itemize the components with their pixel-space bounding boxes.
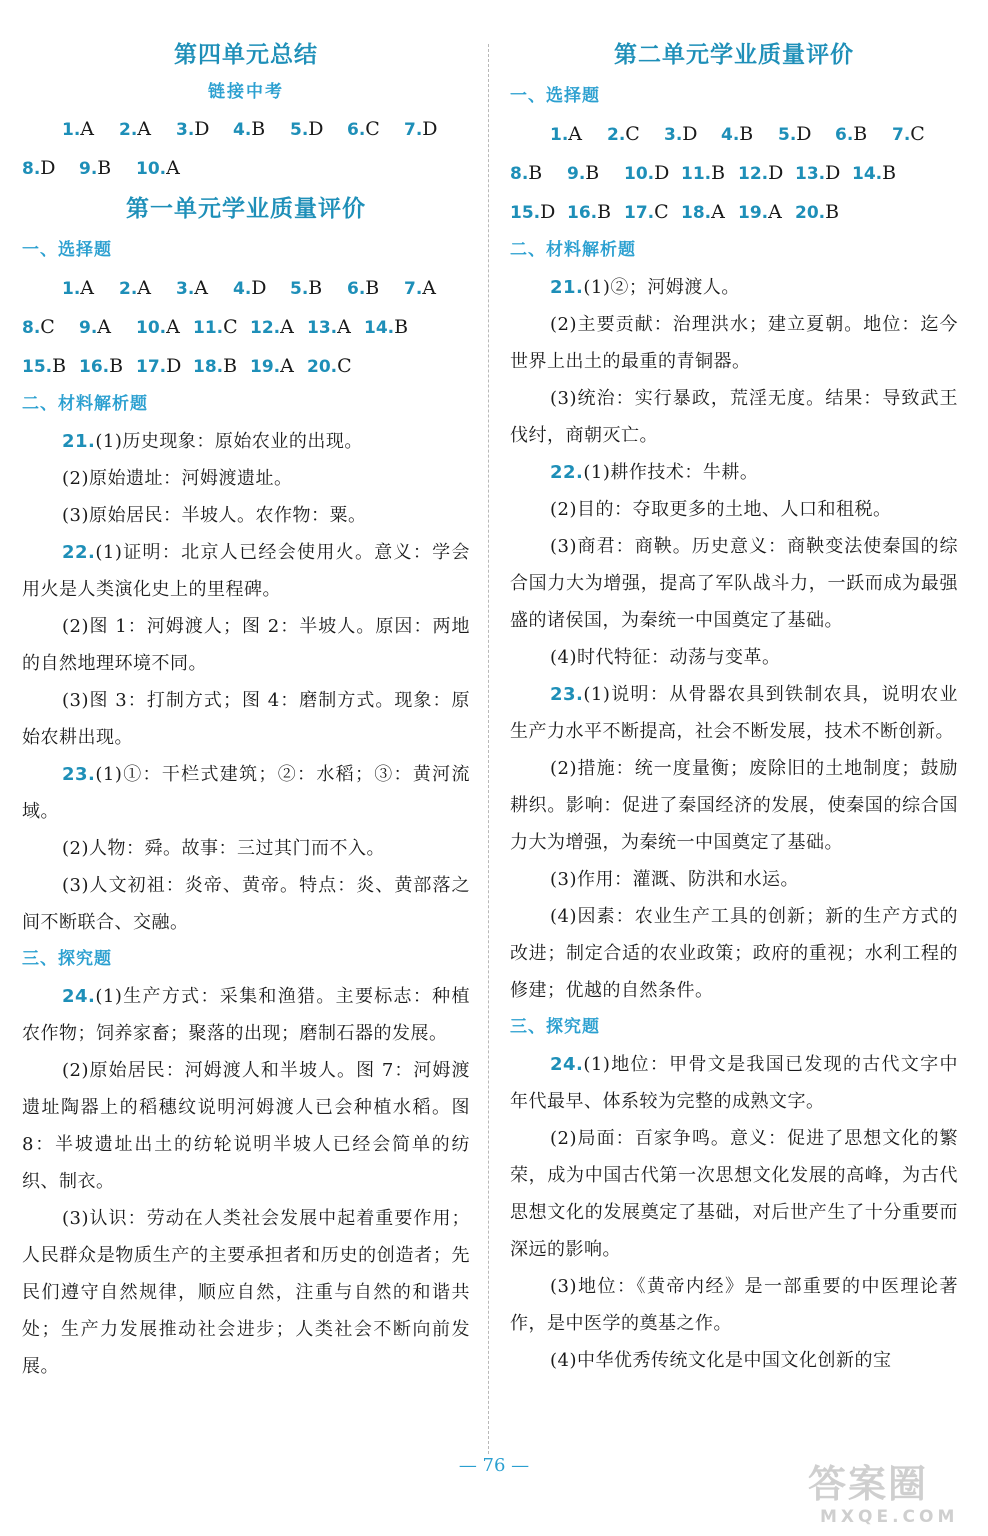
answer-item bbox=[567, 154, 624, 193]
answer-text: (2)主要贡献：治理洪水；建立夏朝。地位：迄今世界上出土的最重的青铜器。 bbox=[510, 314, 958, 372]
answer-letter: B bbox=[585, 162, 600, 184]
unit1-evaluation-title: 第一单元学业质量评价 bbox=[126, 195, 366, 222]
answer-text: (4)因素：农业生产工具的创新；新的生产方式的改进；制定合适的农业政策；政府的重视；水利工程的修建；优越的自然条件。 bbox=[510, 906, 958, 1001]
question-number: 3. bbox=[176, 279, 195, 299]
answer-text: (1)说明：从骨器农具到铁制农具，说明农业生产力水平不断提高，社会不断发展，技术不断创新。 bbox=[510, 684, 958, 742]
answer-letter: A bbox=[194, 277, 209, 299]
answer-letter: B bbox=[97, 157, 112, 179]
question-number: 4. bbox=[233, 279, 252, 299]
question-number: 17. bbox=[624, 203, 655, 223]
question-number: 4. bbox=[233, 120, 252, 140]
answer-paragraph bbox=[510, 1268, 958, 1342]
answer-text: (3)作用：灌溉、防洪和水运。 bbox=[550, 869, 799, 890]
answer-item bbox=[681, 154, 738, 193]
question-number: 9. bbox=[79, 159, 98, 179]
answer-item bbox=[795, 154, 852, 193]
answer-text: (3)统治：实行暴政，荒淫无度。结果：导致武王伐纣，商朝灭亡。 bbox=[510, 388, 958, 446]
watermark-logo bbox=[808, 1462, 978, 1534]
answer-item bbox=[624, 154, 681, 193]
answer-paragraph bbox=[22, 978, 470, 1052]
unit4-summary-title: 第四单元总结 bbox=[174, 41, 318, 68]
answer-text: (3)商君：商鞅。历史意义：商鞅变法使秦国的综合国力大为增强，提高了军队战斗力，一跃而成为最强盛的诸侯国，为秦统一中国奠定了基础。 bbox=[510, 536, 958, 631]
answer-text: (4)中华优秀传统文化是中国文化创新的宝 bbox=[550, 1350, 892, 1371]
question-number: 19. bbox=[250, 357, 281, 377]
answer-item bbox=[510, 193, 567, 232]
left-section-material: 二、材料解析题 bbox=[22, 394, 148, 414]
answer-item bbox=[250, 308, 307, 347]
answer-paragraph bbox=[22, 756, 470, 830]
question-number: 2. bbox=[607, 125, 626, 145]
answer-letter: D bbox=[654, 162, 670, 184]
question-number: 7. bbox=[404, 279, 423, 299]
question-number: 7. bbox=[892, 125, 911, 145]
answer-letter: D bbox=[308, 118, 324, 140]
answer-item bbox=[307, 347, 364, 386]
answer-paragraph bbox=[510, 306, 958, 380]
answer-paragraph bbox=[510, 491, 958, 528]
question-number: 9. bbox=[567, 164, 586, 184]
answer-text: (2)人物：舜。故事：三过其门而不入。 bbox=[62, 838, 385, 859]
link-exam-subtitle: 链接中考 bbox=[208, 82, 284, 102]
answer-text: (2)目的：夺取更多的土地、人口和租税。 bbox=[550, 499, 892, 520]
answer-letter: B bbox=[825, 201, 840, 223]
question-number: 6. bbox=[835, 125, 854, 145]
watermark-domain: MXQE.COM bbox=[820, 1507, 959, 1527]
answer-letter: C bbox=[337, 355, 352, 377]
right-section-material: 二、材料解析题 bbox=[510, 240, 636, 260]
question-number: 2. bbox=[119, 279, 138, 299]
answer-letter: B bbox=[308, 277, 323, 299]
answer-item bbox=[404, 110, 461, 149]
answer-row bbox=[510, 115, 958, 154]
question-number: 17. bbox=[136, 357, 167, 377]
answer-item bbox=[347, 269, 404, 308]
answer-paragraph bbox=[22, 608, 470, 682]
answer-row bbox=[510, 154, 958, 193]
answer-item bbox=[193, 308, 250, 347]
question-number: 22. bbox=[550, 462, 584, 483]
answer-paragraph bbox=[510, 750, 958, 861]
answer-text: (1)耕作技术：牛耕。 bbox=[583, 462, 759, 483]
answer-item bbox=[624, 193, 681, 232]
answer-paragraph bbox=[510, 1120, 958, 1268]
answer-letter: B bbox=[739, 123, 754, 145]
answer-item bbox=[738, 154, 795, 193]
answer-letter: D bbox=[194, 118, 210, 140]
answer-item bbox=[567, 193, 624, 232]
watermark-text: 答案圈 bbox=[808, 1462, 929, 1506]
answer-letter: B bbox=[597, 201, 612, 223]
question-number: 15. bbox=[510, 203, 541, 223]
left-section-choice: 一、选择题 bbox=[22, 240, 112, 260]
answer-letter: D bbox=[251, 277, 267, 299]
answer-item bbox=[510, 154, 567, 193]
answer-item bbox=[795, 193, 852, 232]
answer-item bbox=[835, 115, 892, 154]
answer-item bbox=[364, 308, 421, 347]
answer-item bbox=[250, 347, 307, 386]
answer-letter: C bbox=[910, 123, 925, 145]
question-number: 20. bbox=[795, 203, 826, 223]
answer-letter: A bbox=[768, 201, 782, 223]
unit2-inquiry-answers bbox=[510, 1046, 958, 1379]
question-number: 12. bbox=[250, 318, 281, 338]
answer-text: (1)②；河姆渡人。 bbox=[583, 277, 740, 298]
answer-item bbox=[233, 110, 290, 149]
answer-paragraph bbox=[510, 269, 958, 306]
answer-item bbox=[681, 193, 738, 232]
answer-letter: A bbox=[97, 316, 112, 338]
answer-letter: A bbox=[422, 277, 437, 299]
question-number: 24. bbox=[62, 986, 96, 1007]
unit1-inquiry-answers bbox=[22, 978, 470, 1385]
answer-row bbox=[22, 149, 470, 188]
question-number: 3. bbox=[664, 125, 683, 145]
answer-letter: A bbox=[166, 316, 180, 338]
answer-letter: D bbox=[825, 162, 841, 184]
answer-row bbox=[22, 308, 470, 347]
question-number: 6. bbox=[347, 279, 366, 299]
answer-item bbox=[136, 347, 193, 386]
answer-paragraph bbox=[22, 1052, 470, 1200]
answer-text: (1)①：干栏式建筑；②：水稻；③：黄河流域。 bbox=[22, 764, 470, 822]
question-number: 21. bbox=[62, 431, 96, 452]
question-number: 8. bbox=[22, 318, 41, 338]
answer-row bbox=[22, 347, 470, 386]
question-number: 1. bbox=[550, 125, 569, 145]
question-number: 13. bbox=[307, 318, 338, 338]
answer-row bbox=[22, 110, 470, 149]
question-number: 20. bbox=[307, 357, 338, 377]
question-number: 16. bbox=[567, 203, 598, 223]
answer-text: (2)原始遗址：河姆渡遗址。 bbox=[62, 468, 293, 489]
answer-item bbox=[79, 308, 136, 347]
answer-paragraph bbox=[510, 676, 958, 750]
answer-text: (2)措施：统一度量衡；废除旧的土地制度；鼓励耕织。影响：促进了秦国经济的发展，使秦国的综合国力大为增强，为秦统一中国奠定了基础。 bbox=[510, 758, 958, 853]
unit4-answer-grid bbox=[22, 110, 470, 188]
answer-paragraph bbox=[22, 534, 470, 608]
answer-item bbox=[119, 110, 176, 149]
answer-item bbox=[176, 269, 233, 308]
answer-letter: B bbox=[853, 123, 868, 145]
answer-item bbox=[347, 110, 404, 149]
answer-item bbox=[607, 115, 664, 154]
answer-letter: B bbox=[394, 316, 409, 338]
question-number: 21. bbox=[550, 277, 584, 298]
answer-letter: B bbox=[223, 355, 238, 377]
question-number: 5. bbox=[290, 120, 309, 140]
answer-item bbox=[290, 110, 347, 149]
question-number: 12. bbox=[738, 164, 769, 184]
right-column bbox=[510, 38, 958, 1379]
question-number: 19. bbox=[738, 203, 769, 223]
question-number: 18. bbox=[681, 203, 712, 223]
question-number: 8. bbox=[22, 159, 41, 179]
answer-text: (3)图 3：打制方式；图 4：磨制方式。现象：原始农耕出现。 bbox=[22, 690, 470, 748]
answer-letter: A bbox=[137, 118, 152, 140]
question-number: 16. bbox=[79, 357, 110, 377]
question-number: 13. bbox=[795, 164, 826, 184]
question-number: 1. bbox=[62, 279, 81, 299]
answer-item bbox=[233, 269, 290, 308]
answer-letter: A bbox=[337, 316, 351, 338]
answer-item bbox=[290, 269, 347, 308]
answer-letter: B bbox=[882, 162, 897, 184]
question-number: 10. bbox=[136, 159, 167, 179]
answer-letter: B bbox=[251, 118, 266, 140]
answer-letter: B bbox=[365, 277, 380, 299]
answer-text: (1)生产方式：采集和渔猎。主要标志：种植农作物；饲养家畜；聚落的出现；磨制石器的发展。 bbox=[22, 986, 470, 1044]
answer-letter: A bbox=[568, 123, 583, 145]
answer-item bbox=[79, 347, 136, 386]
answer-item bbox=[738, 193, 795, 232]
question-number: 1. bbox=[62, 120, 81, 140]
answer-letter: C bbox=[223, 316, 238, 338]
answer-item bbox=[62, 110, 119, 149]
answer-letter: D bbox=[40, 157, 56, 179]
answer-letter: C bbox=[40, 316, 55, 338]
answer-item bbox=[892, 115, 949, 154]
answer-row bbox=[22, 269, 470, 308]
answer-letter: A bbox=[137, 277, 152, 299]
answer-text: (2)图 1：河姆渡人；图 2：半坡人。原因：两地的自然地理环境不同。 bbox=[22, 616, 470, 674]
answer-text: (4)时代特征：动荡与变革。 bbox=[550, 647, 781, 668]
answer-letter: D bbox=[682, 123, 698, 145]
answer-paragraph bbox=[510, 898, 958, 1009]
answer-item bbox=[136, 308, 193, 347]
question-number: 6. bbox=[347, 120, 366, 140]
question-number: 11. bbox=[193, 318, 224, 338]
answer-item bbox=[550, 115, 607, 154]
question-number: 10. bbox=[136, 318, 167, 338]
question-number: 15. bbox=[22, 357, 53, 377]
answer-item bbox=[22, 149, 79, 188]
page-number: — 76 — bbox=[458, 1455, 530, 1476]
answer-text: (3)原始居民：半坡人。农作物：粟。 bbox=[62, 505, 367, 526]
right-section-choice: 一、选择题 bbox=[510, 86, 600, 106]
answer-letter: A bbox=[280, 316, 294, 338]
answer-item bbox=[852, 154, 909, 193]
answer-item bbox=[62, 269, 119, 308]
answer-letter: C bbox=[625, 123, 640, 145]
answer-letter: C bbox=[654, 201, 669, 223]
answer-item bbox=[778, 115, 835, 154]
left-section-inquiry: 三、探究题 bbox=[22, 949, 112, 969]
answer-paragraph bbox=[22, 682, 470, 756]
answer-text: (2)局面：百家争鸣。意义：促进了思想文化的繁荣，成为中国古代第一次思想文化发展的高峰，为古代思想文化的发展奠定了基础，对后世产生了十分重要而深远的影响。 bbox=[510, 1128, 958, 1260]
answer-letter: D bbox=[166, 355, 182, 377]
answer-paragraph bbox=[22, 460, 470, 497]
question-number: 7. bbox=[404, 120, 423, 140]
answer-text: (3)地位：《黄帝内经》是一部重要的中医理论著作，是中医学的奠基之作。 bbox=[510, 1276, 958, 1334]
question-number: 23. bbox=[62, 764, 96, 785]
answer-text: (1)证明：北京人已经会使用火。意义：学会用火是人类演化史上的里程碑。 bbox=[22, 542, 470, 600]
right-section-inquiry: 三、探究题 bbox=[510, 1017, 600, 1037]
question-number: 10. bbox=[624, 164, 655, 184]
answer-paragraph bbox=[510, 639, 958, 676]
answer-item bbox=[22, 347, 79, 386]
answer-letter: D bbox=[796, 123, 812, 145]
question-number: 8. bbox=[510, 164, 529, 184]
answer-paragraph bbox=[22, 423, 470, 460]
answer-letter: B bbox=[52, 355, 67, 377]
answer-text: (3)人文初祖：炎帝、黄帝。特点：炎、黄部落之间不断联合、交融。 bbox=[22, 875, 470, 933]
answer-item bbox=[721, 115, 778, 154]
answer-letter: B bbox=[711, 162, 726, 184]
answer-item bbox=[193, 347, 250, 386]
answer-letter: C bbox=[365, 118, 380, 140]
answer-letter: D bbox=[540, 201, 556, 223]
unit1-material-answers bbox=[22, 423, 470, 941]
answer-letter: A bbox=[280, 355, 294, 377]
answer-item bbox=[136, 149, 193, 188]
answer-paragraph bbox=[510, 380, 958, 454]
answer-paragraph bbox=[510, 1342, 958, 1379]
answer-paragraph bbox=[22, 867, 470, 941]
answer-text: (3)认识：劳动在人类社会发展中起着重要作用；人民群众是物质生产的主要承担者和历史的创造者；先民们遵守自然规律，顺应自然，注重与自然的和谐共处；生产力发展推动社会进步；人类社会不断向前发展。 bbox=[22, 1208, 470, 1377]
unit2-material-answers bbox=[510, 269, 958, 1009]
answer-paragraph bbox=[22, 1200, 470, 1385]
answer-paragraph bbox=[510, 528, 958, 639]
answer-letter: B bbox=[109, 355, 124, 377]
answer-item bbox=[119, 269, 176, 308]
question-number: 18. bbox=[193, 357, 224, 377]
answer-row bbox=[510, 193, 958, 232]
question-number: 4. bbox=[721, 125, 740, 145]
answer-item bbox=[22, 308, 79, 347]
answer-paragraph bbox=[510, 1046, 958, 1120]
question-number: 9. bbox=[79, 318, 98, 338]
question-number: 14. bbox=[852, 164, 883, 184]
question-number: 5. bbox=[290, 279, 309, 299]
answer-letter: A bbox=[711, 201, 725, 223]
answer-paragraph bbox=[510, 454, 958, 491]
question-number: 5. bbox=[778, 125, 797, 145]
question-number: 23. bbox=[550, 684, 584, 705]
question-number: 11. bbox=[681, 164, 712, 184]
answer-paragraph bbox=[22, 830, 470, 867]
answer-text: (2)原始居民：河姆渡人和半坡人。图 7：河姆渡遗址陶器上的稻穗纹说明河姆渡人已会种植水稻。图 8：半坡遗址出土的纺轮说明半坡人已经会简单的纺织、制衣。 bbox=[22, 1060, 470, 1192]
answer-paragraph bbox=[510, 861, 958, 898]
answer-item bbox=[307, 308, 364, 347]
answer-letter: D bbox=[768, 162, 784, 184]
answer-item bbox=[404, 269, 461, 308]
question-number: 3. bbox=[176, 120, 195, 140]
answer-item bbox=[79, 149, 136, 188]
column-divider bbox=[488, 44, 489, 1454]
answer-paragraph bbox=[22, 497, 470, 534]
question-number: 22. bbox=[62, 542, 96, 563]
answer-text: (1)历史现象：原始农业的出现。 bbox=[95, 431, 363, 452]
unit2-choice-answer-grid bbox=[510, 115, 958, 232]
answer-letter: B bbox=[528, 162, 543, 184]
question-number: 24. bbox=[550, 1054, 584, 1075]
unit2-evaluation-title: 第二单元学业质量评价 bbox=[614, 41, 854, 68]
unit1-choice-answer-grid bbox=[22, 269, 470, 386]
answer-text: (1)地位：甲骨文是我国已发现的古代文字中年代最早、体系较为完整的成熟文字。 bbox=[510, 1054, 958, 1112]
answer-letter: A bbox=[80, 277, 95, 299]
answer-item bbox=[176, 110, 233, 149]
answer-letter: D bbox=[422, 118, 438, 140]
answer-letter: A bbox=[80, 118, 95, 140]
question-number: 14. bbox=[364, 318, 395, 338]
answer-item bbox=[664, 115, 721, 154]
answer-letter: A bbox=[166, 157, 180, 179]
question-number: 2. bbox=[119, 120, 138, 140]
left-column bbox=[22, 38, 470, 1385]
